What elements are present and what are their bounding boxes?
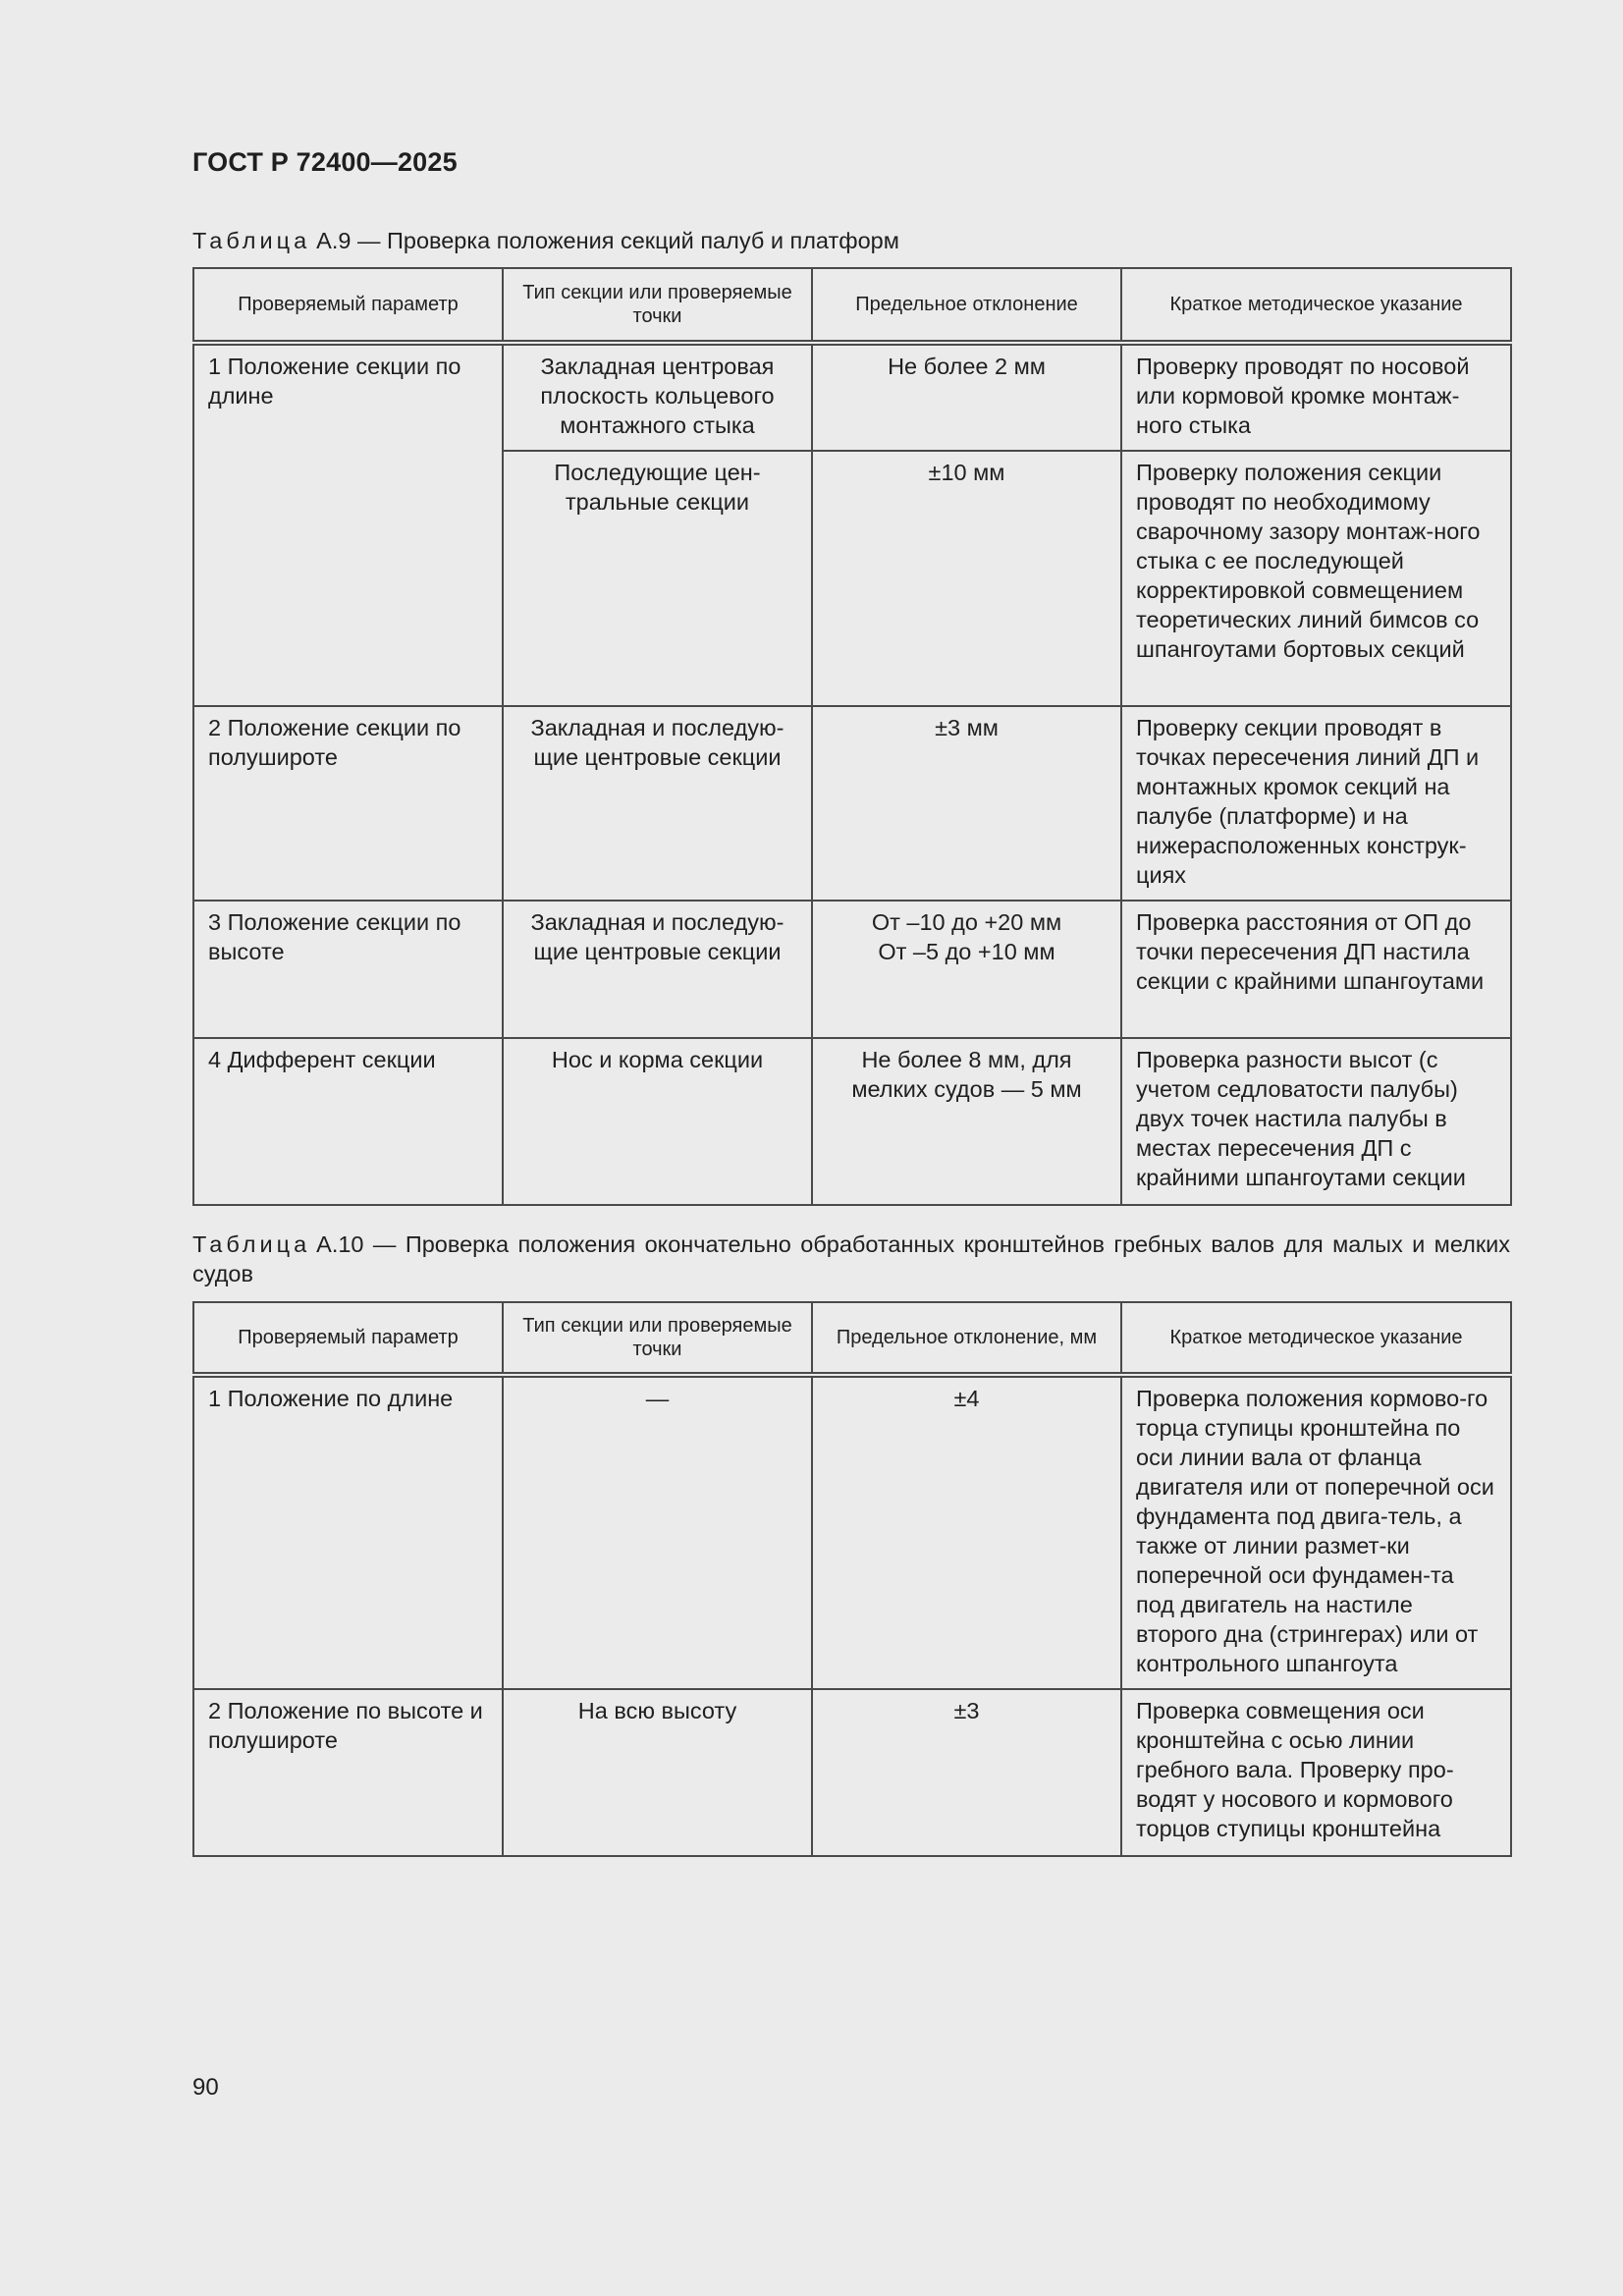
cell-note: Проверка разности высот (с учетом седловатости палубы) двух точек настила палубы в местах пересечения ДП с крайними шпангоутами секции (1121, 1038, 1511, 1205)
cell-deviation: ±4 (812, 1375, 1121, 1689)
cell-deviation: ±3 мм (812, 706, 1121, 901)
cell-note: Проверку секции проводят в точках пересечения линий ДП и монтажных кромок секций на палубе (платформе) и на нижерасположенных конструк-циях (1121, 706, 1511, 901)
caption-prefix: Таблица (192, 228, 311, 253)
page-number: 90 (192, 2074, 219, 2101)
deviation-line: От –10 до +20 мм (871, 909, 1062, 935)
column-header: Проверяемый параметр (193, 268, 503, 343)
column-header: Предельное отклонение, мм (812, 1302, 1121, 1375)
cell-type: Закладная и последую-щие центровые секции (503, 901, 812, 1038)
document-header: ГОСТ Р 72400—2025 (192, 147, 458, 177)
cell-param: 2 Положение по высоте и полушироте (193, 1689, 503, 1856)
table-a10 (192, 1301, 1512, 1857)
table-row (193, 1689, 1511, 1856)
cell-note: Проверка положения кормово-го торца ступицы кронштейна по оси линии вала от фланца двигателя или от поперечной оси фундамента под двига-тель, а также от линии размет-ки поперечной оси фундамен-та под двигатель на настиле второго дна (стрингерах) или от контрольного шпангоута (1121, 1375, 1511, 1689)
table-row (193, 343, 1511, 451)
cell-param: 2 Положение секции по полушироте (193, 706, 503, 901)
table-row (193, 1375, 1511, 1689)
cell-type: Нос и корма секции (503, 1038, 812, 1205)
table-header-row (193, 1302, 1511, 1375)
deviation-line: От –5 до +10 мм (878, 939, 1055, 964)
column-header: Тип секции или проверяемые точки (503, 1302, 812, 1375)
caption-text: А.10 — Проверка положения окончательно обработанных кронштейнов гребных валов для малых и мелких судов (192, 1231, 1510, 1286)
column-header: Предельное отклонение (812, 268, 1121, 343)
table-header-row (193, 268, 1511, 343)
table-a9 (192, 267, 1512, 1206)
cell-type: Закладная центровая плоскость кольцевого монтажного стыка (503, 343, 812, 451)
cell-deviation: Не более 2 мм (812, 343, 1121, 451)
cell-param: 4 Дифферент секции (193, 1038, 503, 1205)
cell-deviation: Не более 8 мм, для мелких судов — 5 мм (812, 1038, 1121, 1205)
cell-type: Последующие цен-тральные секции (503, 451, 812, 706)
table-row (193, 901, 1511, 1038)
cell-param: 1 Положение по длине (193, 1375, 503, 1689)
cell-param: 3 Положение секции по высоте (193, 901, 503, 1038)
caption-text: А.9 — Проверка положения секций палуб и платформ (316, 228, 899, 253)
column-header: Проверяемый параметр (193, 1302, 503, 1375)
table-row (193, 1038, 1511, 1205)
cell-note: Проверка расстояния от ОП до точки пересечения ДП настила секции с крайними шпангоутами (1121, 901, 1511, 1038)
cell-type: Закладная и последую-щие центровые секции (503, 706, 812, 901)
cell-deviation: ±10 мм (812, 451, 1121, 706)
column-header: Тип секции или проверяемые точки (503, 268, 812, 343)
table-row (193, 706, 1511, 901)
cell-deviation: ±3 (812, 1689, 1121, 1856)
table-a9-caption (192, 226, 1508, 255)
column-header: Краткое методическое указание (1121, 268, 1511, 343)
table-a10-caption (192, 1230, 1510, 1288)
cell-type: На всю высоту (503, 1689, 812, 1856)
caption-prefix: Таблица (192, 1231, 311, 1257)
column-header: Краткое методическое указание (1121, 1302, 1511, 1375)
cell-note: Проверка совмещения оси кронштейна с осью линии гребного вала. Проверку про-водят у носового и кормового торцов ступицы кронштейна (1121, 1689, 1511, 1856)
cell-note: Проверку проводят по носовой или кормовой кромке монтаж-ного стыка (1121, 343, 1511, 451)
cell-deviation (812, 901, 1121, 1038)
cell-type: — (503, 1375, 812, 1689)
cell-note: Проверку положения секции проводят по необходимому сварочному зазору монтаж-ного стыка с ее последующей корректировкой совмещением теоретических линий бимсов со шпангоутами бортовых секций (1121, 451, 1511, 706)
cell-param: 1 Положение секции по длине (193, 343, 503, 706)
